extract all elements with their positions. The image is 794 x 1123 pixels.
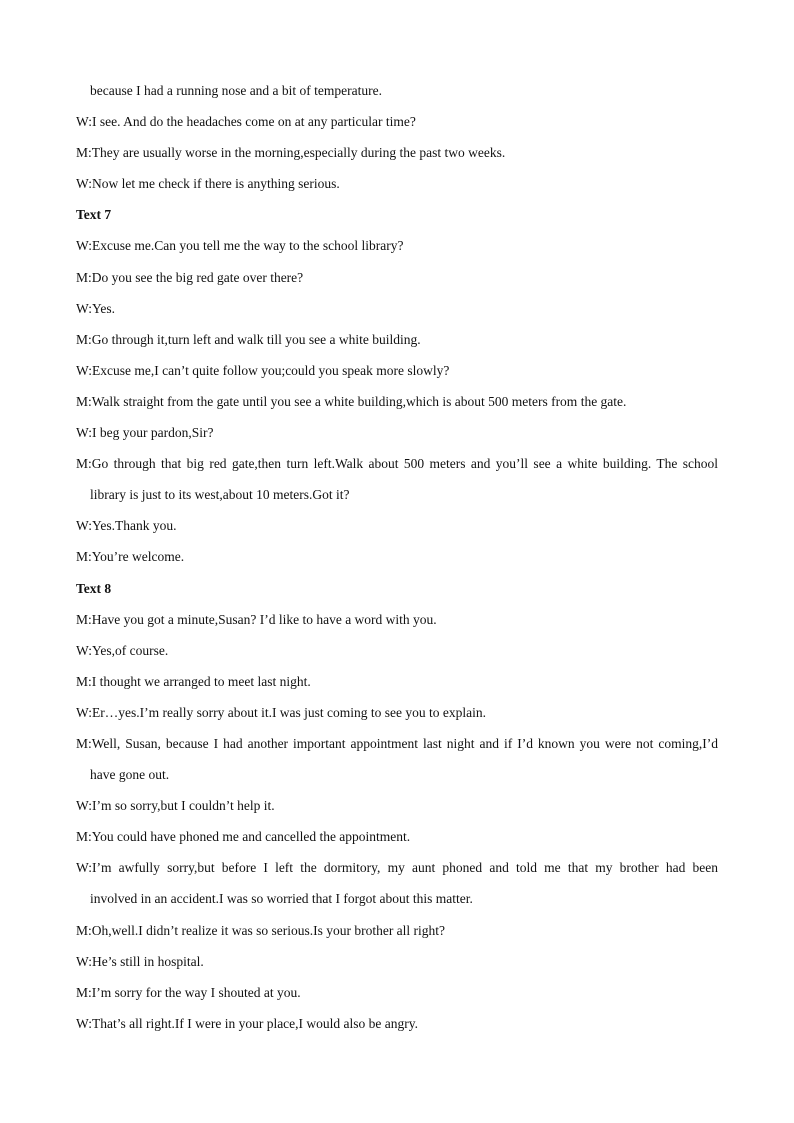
dialogue-line: M:I’m sorry for the way I shouted at you. <box>76 984 301 1000</box>
dialogue-line: W:Excuse me,I can’t quite follow you;could you speak more slowly? <box>76 362 450 378</box>
dialogue-line: M:I thought we arranged to meet last night. <box>76 673 311 689</box>
dialogue-line: W:I see. And do the headaches come on at any particular time? <box>76 114 416 130</box>
dialogue-transcript <box>76 80 718 1044</box>
dialogue-line: W:Er…yes.I’m really sorry about it.I was just coming to see you to explain. <box>76 704 487 720</box>
dialogue-line: M:You could have phoned me and cancelled the appointment. <box>76 829 411 845</box>
dialogue-line: W:Excuse me.Can you tell me the way to the school library? <box>76 238 404 254</box>
dialogue-line: library is just to its west,about 10 meters.Got it? <box>90 487 350 503</box>
dialogue-line: M:Go through that big red gate,then turn left.Walk about 500 meters and you’ll see a white building. The school <box>76 456 718 472</box>
dialogue-line: M:They are usually worse in the morning,especially during the past two weeks. <box>76 145 506 161</box>
dialogue-line: W:Yes.Thank you. <box>76 518 177 534</box>
section-heading: Text 8 <box>76 580 112 596</box>
dialogue-line: have gone out. <box>90 767 170 783</box>
dialogue-line: W:I’m so sorry,but I couldn’t help it. <box>76 798 275 814</box>
dialogue-line: W:Yes. <box>76 300 116 316</box>
dialogue-line: M:Walk straight from the gate until you see a white building,which is about 500 meters from the gate. <box>76 393 627 409</box>
dialogue-line: involved in an accident.I was so worried that I forgot about this matter. <box>90 891 473 907</box>
dialogue-line: W:I beg your pardon,Sir? <box>76 425 214 441</box>
dialogue-line: M:Oh,well.I didn’t realize it was so serious.Is your brother all right? <box>76 922 446 938</box>
dialogue-line: W:That’s all right.If I were in your place,I would also be angry. <box>76 1015 419 1031</box>
dialogue-line: M:Have you got a minute,Susan? I’d like to have a word with you. <box>76 611 437 627</box>
section-heading: Text 7 <box>76 207 112 223</box>
dialogue-line: M:You’re welcome. <box>76 549 185 565</box>
dialogue-line: M:Well, Susan, because I had another important appointment last night and if I’d known you were not coming,I’d <box>76 735 718 751</box>
dialogue-line: M:Go through it,turn left and walk till you see a white building. <box>76 331 421 347</box>
dialogue-line: W:I’m awfully sorry,but before I left the dormitory, my aunt phoned and told me that my brother had been <box>76 860 718 876</box>
dialogue-line: W:He’s still in hospital. <box>76 953 204 969</box>
dialogue-line: W:Now let me check if there is anything serious. <box>76 176 340 192</box>
dialogue-line: W:Yes,of course. <box>76 642 169 658</box>
dialogue-line: M:Do you see the big red gate over there? <box>76 269 304 285</box>
dialogue-line: because I had a running nose and a bit of temperature. <box>90 83 383 98</box>
